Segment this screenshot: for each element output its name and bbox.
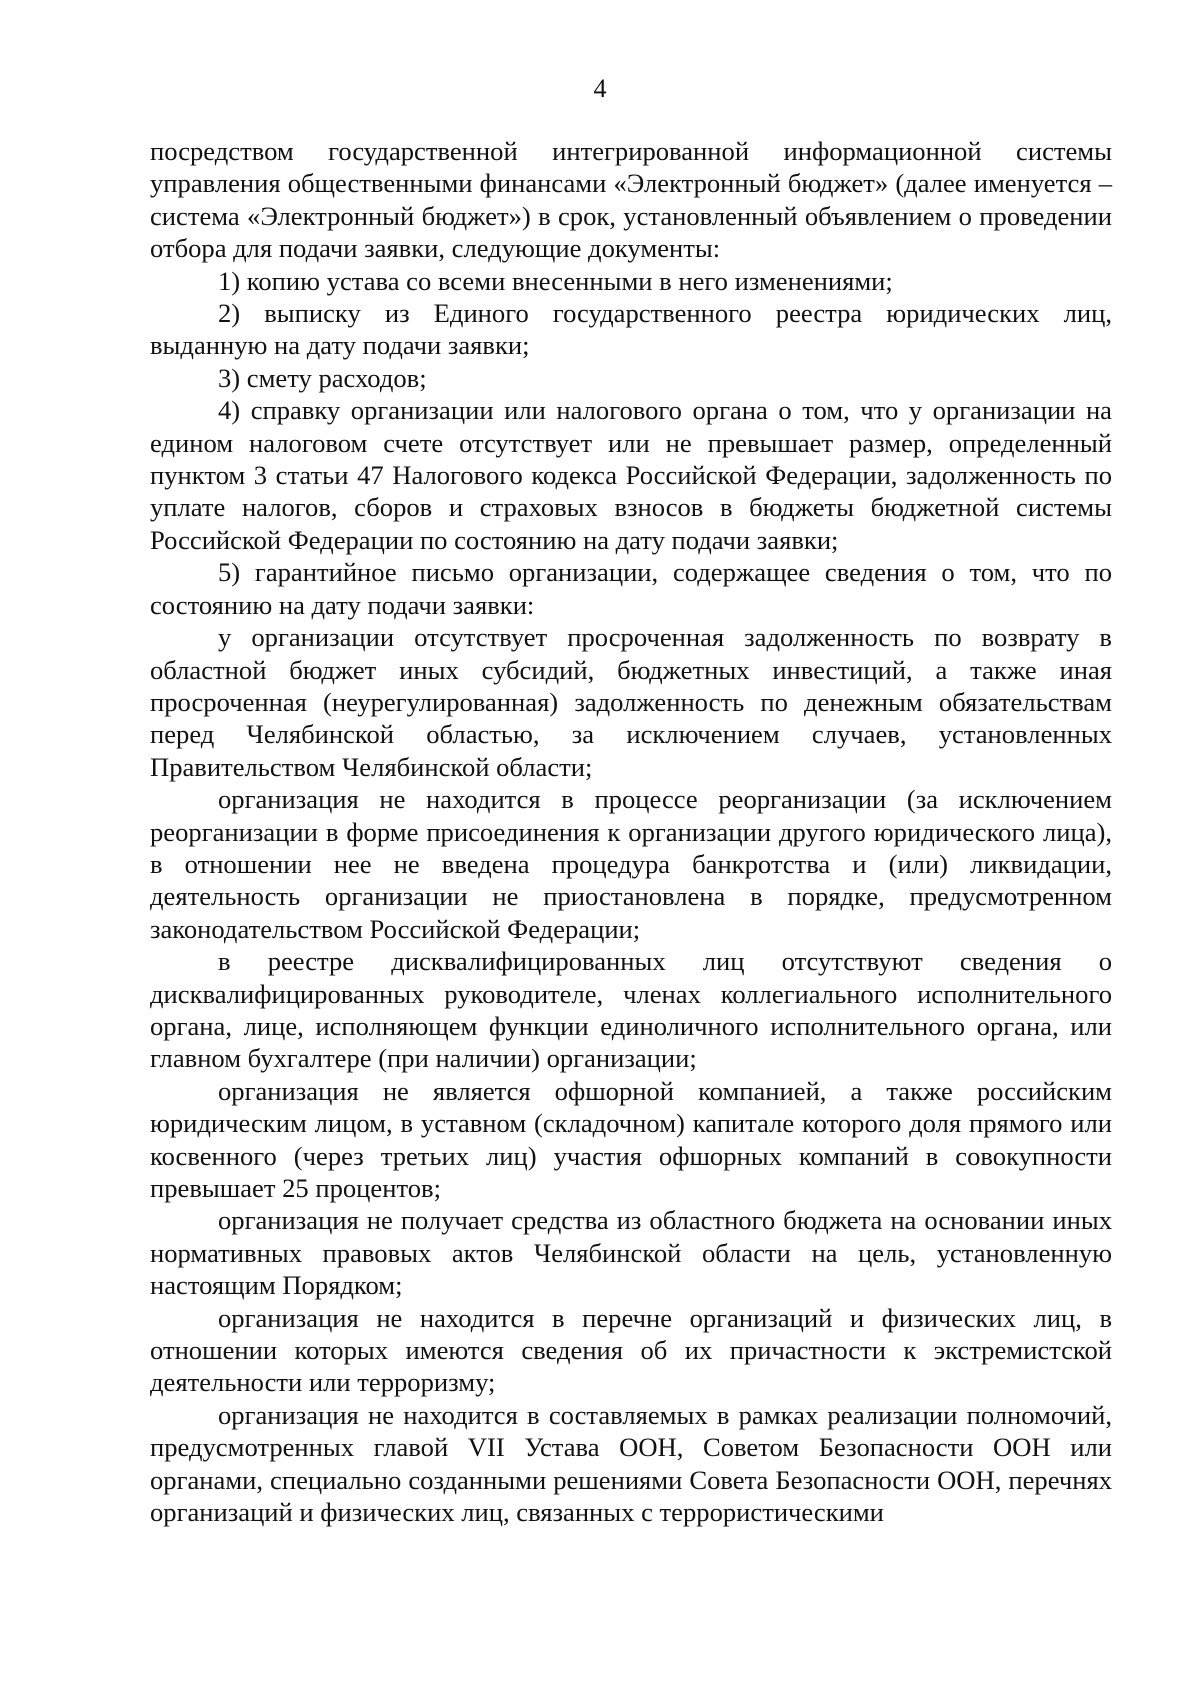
paragraph-condition-debt: у организации отсутствует просроченная задолженность по возврату в областной бюджет иных субсидий, бюджетных инвестиций, а также иная просроченная (неурегулированная) задолженность по денежным обязательствам перед Челябинской областью, за исключением случаев, установленных Правительством Челябинской области; (150, 622, 1112, 782)
paragraph-item-2: 2) выписку из Единого государственного реестра юридических лиц, выданную на дату подачи заявки; (150, 298, 1112, 361)
paragraph-condition-extremism: организация не находится в перечне организаций и физических лиц, в отношении которых имеются сведения об их причастности к экстремистской деятельности или терроризму; (150, 1302, 1112, 1398)
paragraph-condition-un-lists: организация не находится в составляемых в рамках реализации полномочий, предусмотренных главой VII Устава ООН, Советом Безопасности ООН или органами, специально созданными решениями Совета Безопасности ООН, перечнях организаций и физических лиц, связанных с террористическими (150, 1399, 1112, 1528)
document-body (150, 135, 1112, 1528)
page-number: 4 (593, 74, 607, 103)
paragraph-item-5: 5) гарантийное письмо организации, содержащее сведения о том, что по состоянию на дату подачи заявки: (150, 557, 1112, 620)
paragraph-condition-offshore: организация не является офшорной компанией, а также российским юридическим лицом, в уставном (складочном) капитале которого доля прямого или косвенного (через третьих лиц) участия офшорных компаний в совокупности превышает 25 процентов; (150, 1075, 1112, 1203)
paragraph-continuation: посредством государственной интегрированной информационной системы управления общественными финансами «Электронный бюджет» (далее именуется – система «Электронный бюджет») в срок, установленный объявлением о проведении отбора для подачи заявки, следующие документы: (150, 136, 1112, 264)
paragraph-item-4: 4) справку организации или налогового органа о том, что у организации на едином налоговом счете отсутствует или не превышает размер, определенный пунктом 3 статьи 47 Налогового кодекса Российской Федерации, задолженность по уплате налогов, сборов и страховых взносов в бюджеты бюджетной системы Российской Федерации по состоянию на дату подачи заявки; (150, 395, 1112, 555)
paragraph-condition-disqualified: в реестре дисквалифицированных лиц отсутствуют сведения о дисквалифицированных руководителе, членах коллегиального исполнительного органа, лице, исполняющем функции единоличного исполнительного органа, или главном бухгалтере (при наличии) организации; (150, 946, 1112, 1074)
paragraph-condition-reorganization: организация не находится в процессе реорганизации (за исключением реорганизации в форме присоединения к организации другого юридического лица), в отношении нее не введена процедура банкротства и (или) ликвидации, деятельность организации не приостановлена в порядке, предусмотренном законодательством Российской Федерации; (150, 784, 1112, 944)
paragraph-condition-funding: организация не получает средства из областного бюджета на основании иных нормативных правовых актов Челябинской области на цель, установленную настоящим Порядком; (150, 1205, 1112, 1301)
paragraph-item-1: 1) копию устава со всеми внесенными в него изменениями; (218, 265, 893, 296)
paragraph-item-3: 3) смету расходов; (218, 362, 427, 393)
